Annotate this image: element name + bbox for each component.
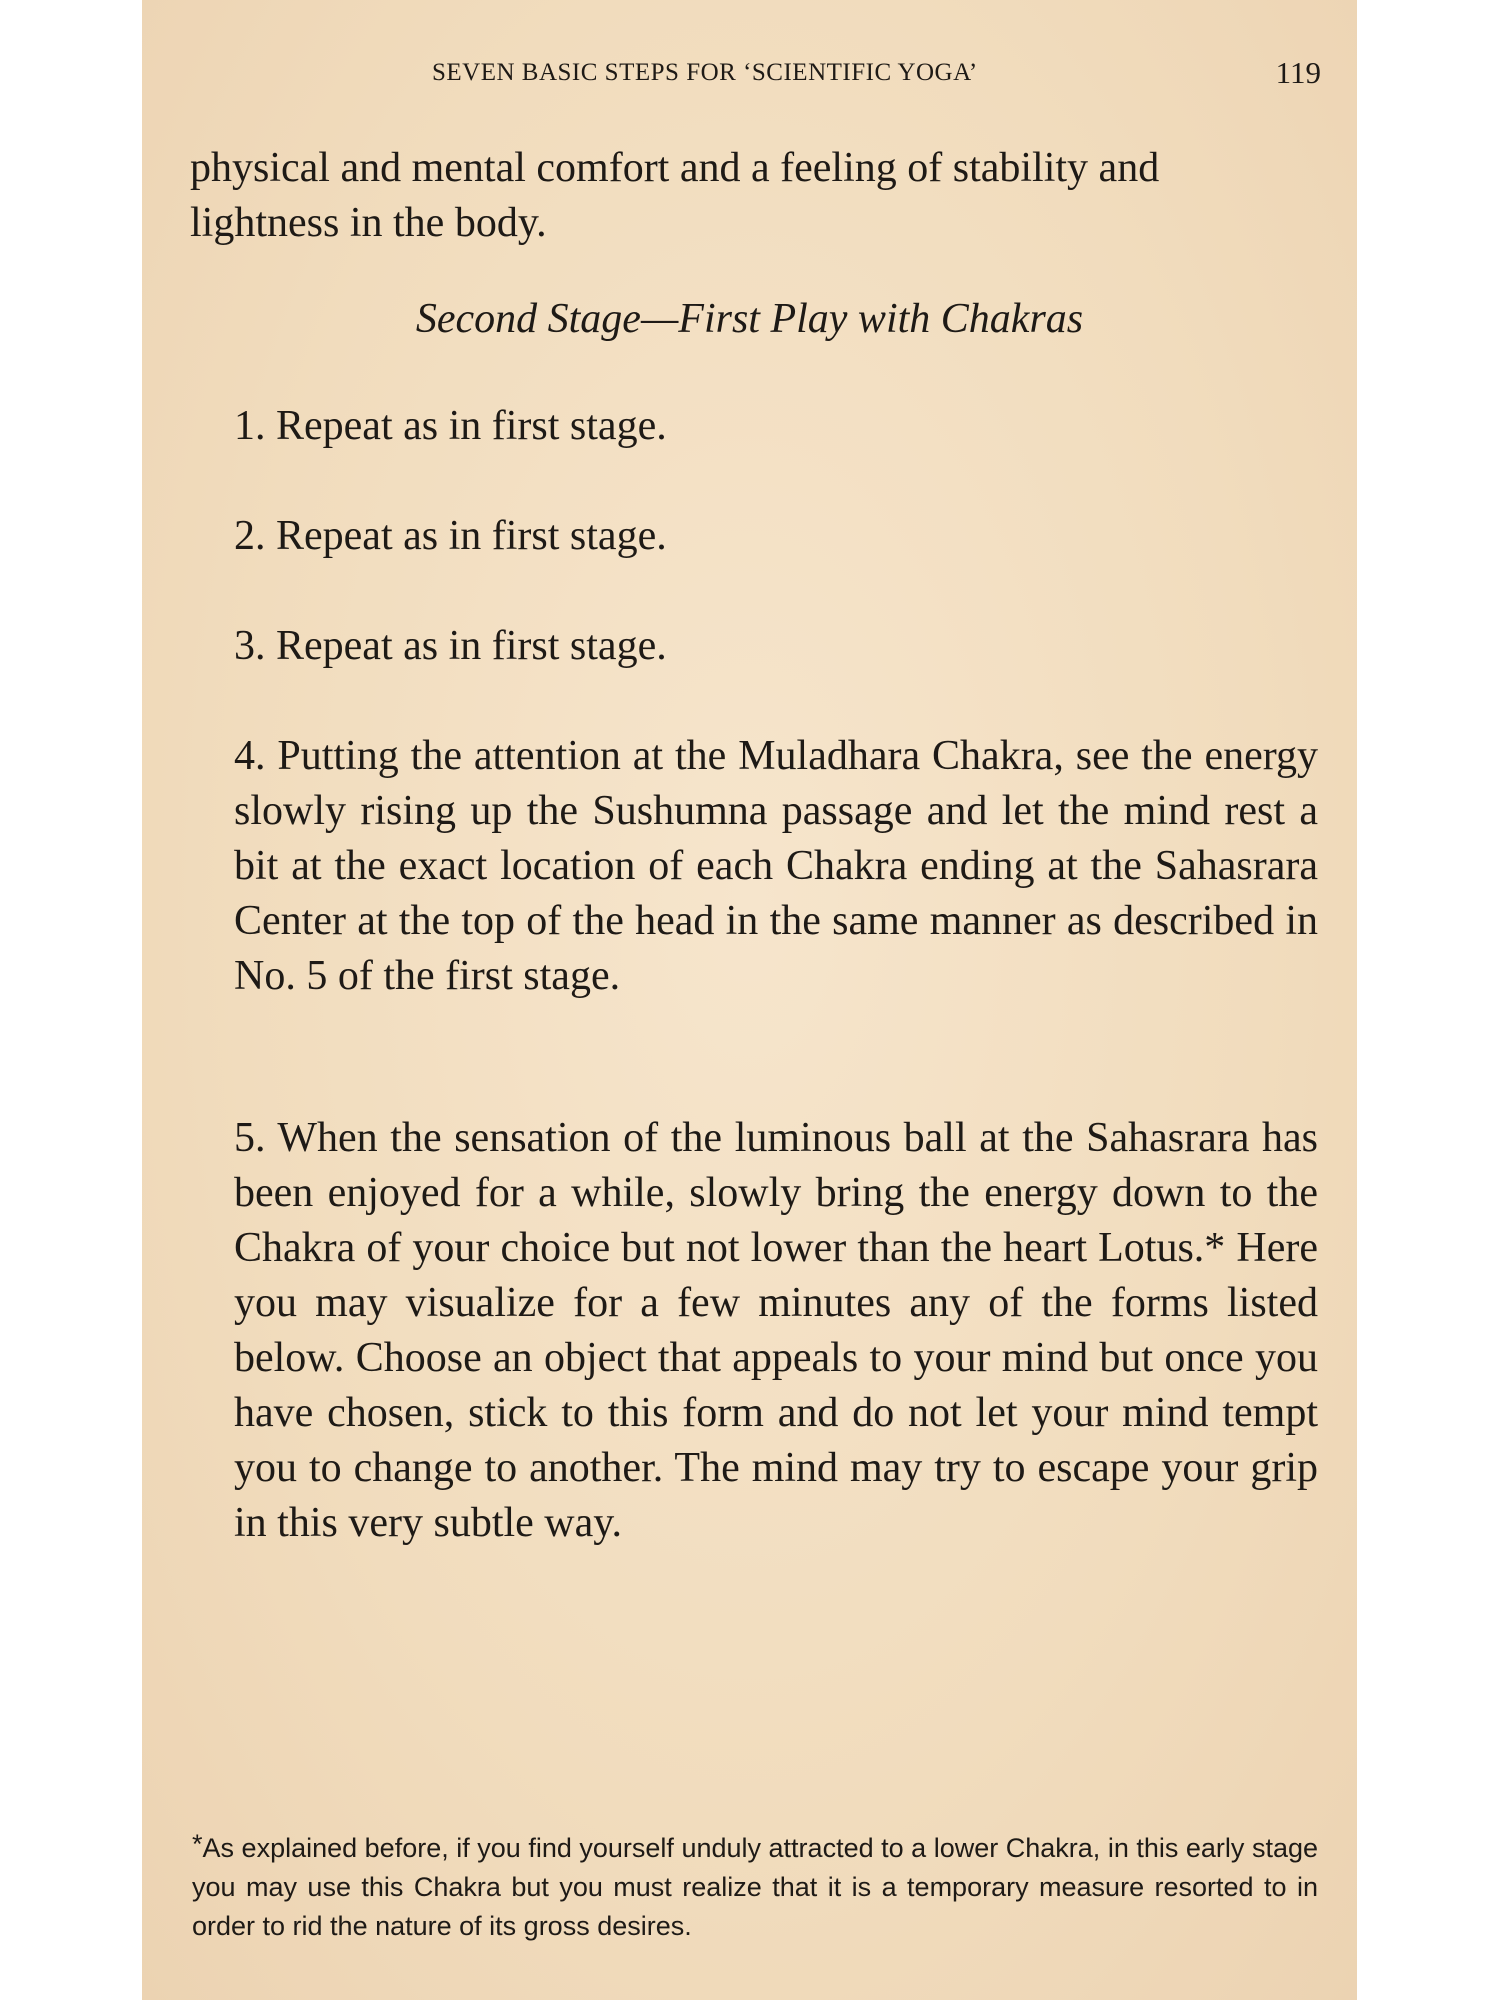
running-head: SEVEN BASIC STEPS FOR ‘SCIENTIFIC YOGA’ bbox=[432, 59, 978, 86]
step-2: 2. Repeat as in first stage. bbox=[234, 513, 667, 559]
page-number: 119 bbox=[1275, 55, 1321, 90]
intro-paragraph: physical and mental comfort and a feeling of stability and lightness in the body. bbox=[190, 145, 1160, 246]
step-4: 4. Putting the attention at the Muladhara Chakra, see the energy slowly rising up the Sushumna passage and let the mind rest a bit at the exact location of each Chakra ending at the Sahasrara Center at the top of the head in the same manner as described in No. 5 of the first stage. bbox=[234, 733, 1318, 999]
footnote bbox=[192, 1825, 1318, 1946]
footnote-text: As explained before, if you find yourself unduly attracted to a lower Chakra, in this early stage you may use this Chakra but you must realize that it is a temporary measure resorted to in order to rid the nature of its gross desires. bbox=[192, 1833, 1318, 1941]
section-heading: Second Stage—First Play with Chakras bbox=[415, 296, 1084, 342]
page-header bbox=[142, 55, 1357, 95]
step-1: 1. Repeat as in first stage. bbox=[234, 403, 667, 449]
step-5: 5. When the sensation of the luminous ball at the Sahasrara has been enjoyed for a while, slowly bring the energy down to the Chakra of your choice but not lower than the heart Lotus.* Here you may visualize for a few minutes any of the forms listed below. Choose an object that appeals to your mind but once you have chosen, stick to this form and do not let your mind tempt you to change to another. The mind may try to escape your grip in this very subtle way. bbox=[234, 1115, 1318, 1546]
step-3: 3. Repeat as in first stage. bbox=[234, 623, 667, 669]
footnote-marker: * bbox=[192, 1829, 203, 1859]
book-page bbox=[142, 0, 1357, 2000]
